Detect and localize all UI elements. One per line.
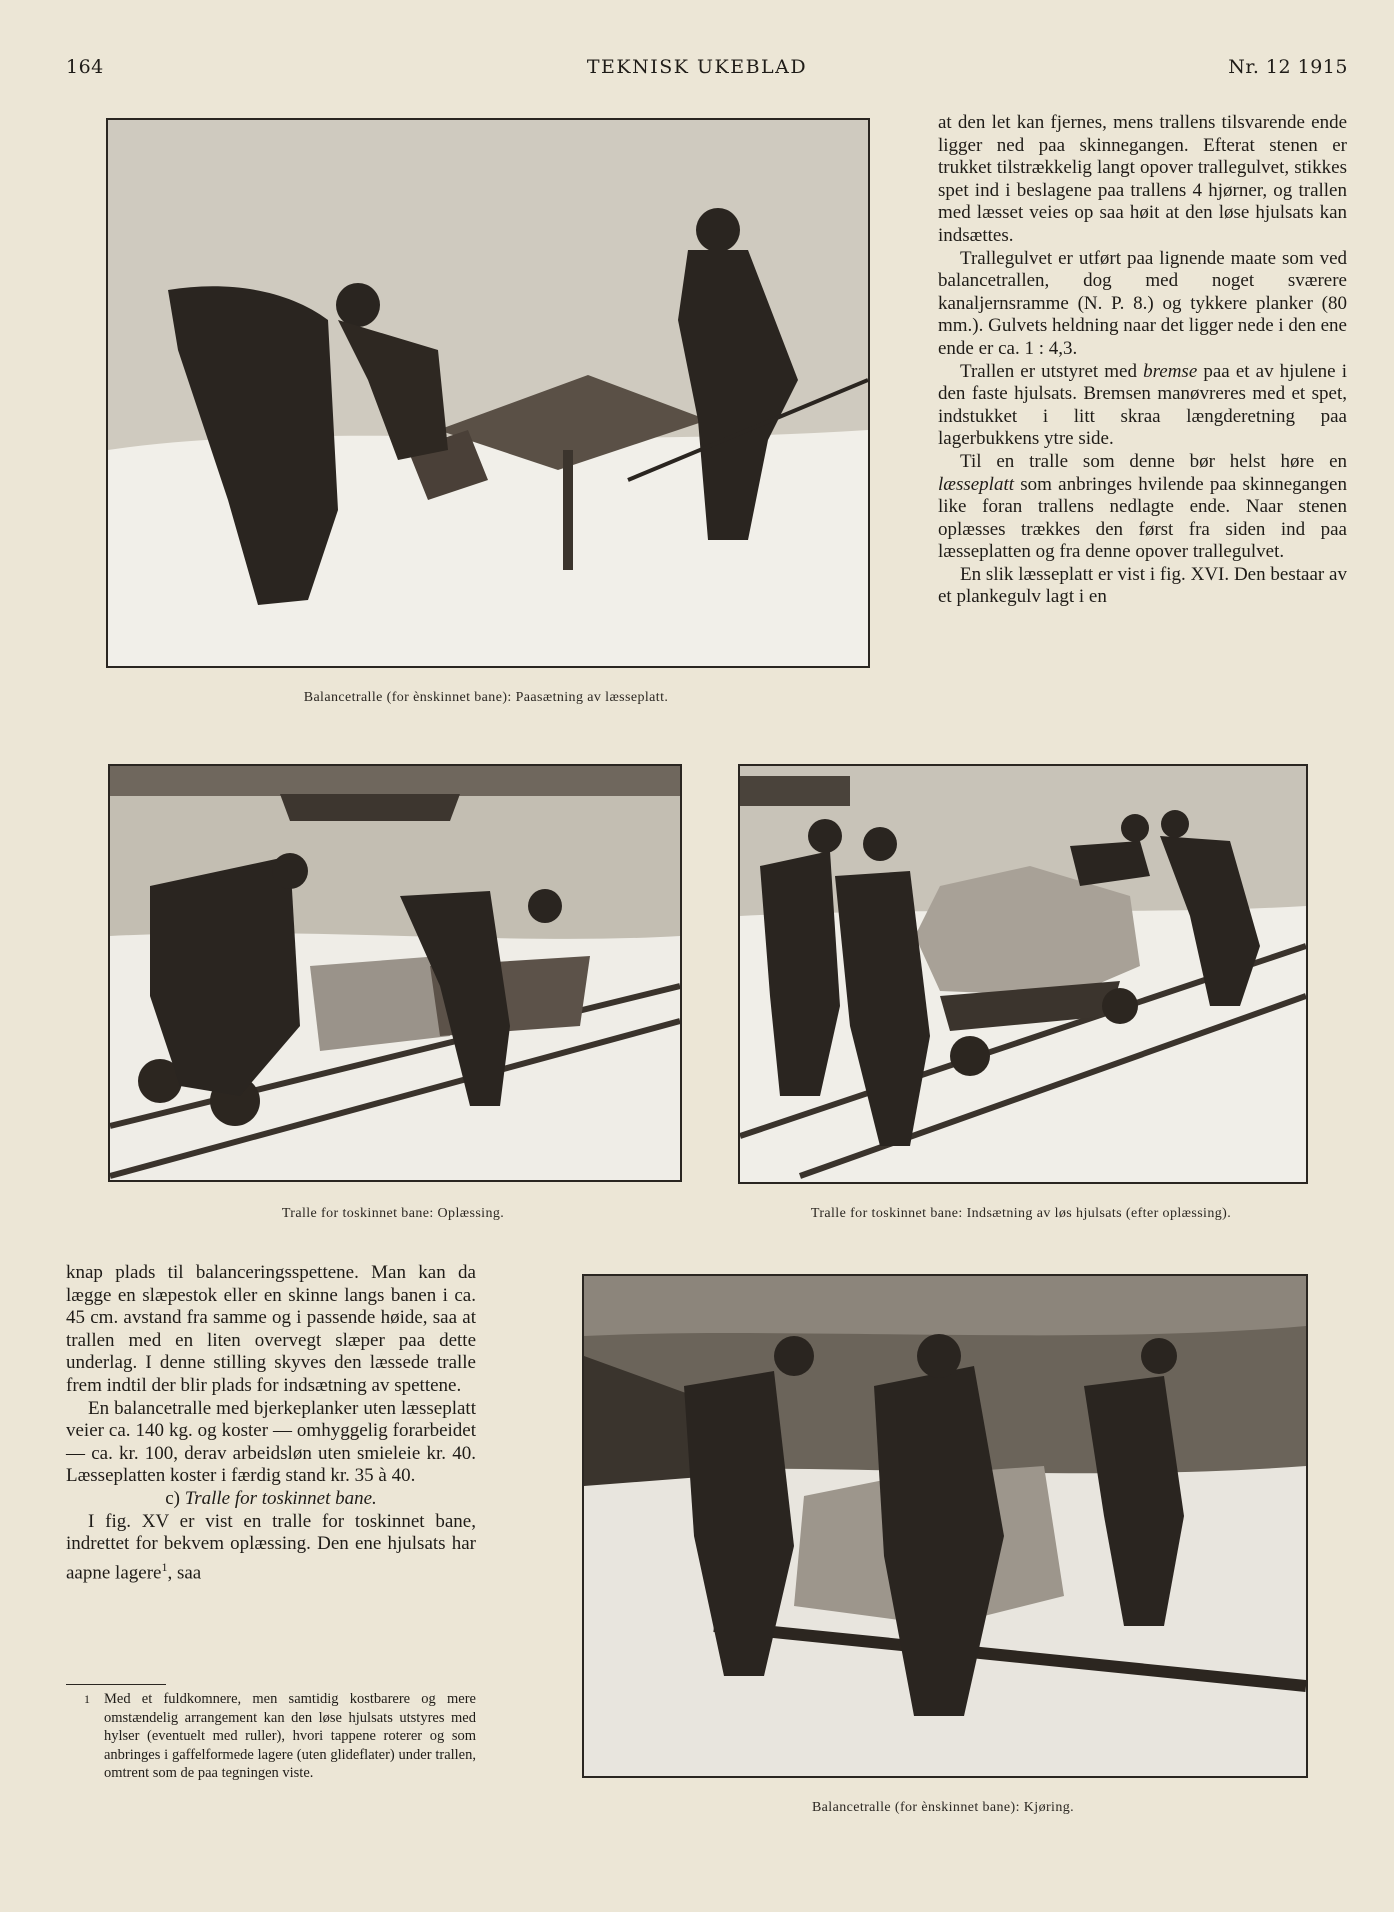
figure-caption: Balancetralle (for ènskinnet bane): Kjøring. [811,1800,1075,1815]
emphasis: læsseplatt [938,473,1015,495]
photo-balancetralle-loading-plate [106,118,870,668]
paragraph: En slik læsseplatt er vist i fig. XVI. Den bestaar av et plankegulv lagt i en [938,563,1347,608]
text-run: som anbringes hvilende paa skinnegangen like foran trallens nedlagte ende. Naar stenen oplæsses trækkes den først fra siden ind paa læsseplatten og fra denne opover trallegulvet. [938,473,1347,563]
photo-balancetralle-kjoring [582,1274,1308,1778]
figure-caption: Balancetralle (for ènskinnet bane): Paasætning av læsseplatt. [303,690,669,705]
footnote-text: Med et fuldkomnere, men samtidig kostbarere og mere omstændelig arrangement kan den løse hjulsats utstyres med hylser (eventuelt med ruller), hvori tappene roterer og som anbringes i gaffelformede lagere (uten glideflater) under trallen, omtrent som de paa tegningen viste. [104,1691,476,1781]
footnote-rule [66,1684,166,1685]
paragraph: at den let kan fjernes, mens trallens tilsvarende ende ligger ned paa skinnegangen. Efterat stenen er trukket tilstrækkelig langt opover trallegulvet, stikkes spet ind i beslagene paa trallens 4 hjørner, og trallen med læsset veies op saa høit at den løse hjulsats kan indsættes. [938,112,1347,246]
text-run: paa et av hjulene i den faste hjulsats. Bremsen manøvreres med et spet, indstukket i litt skraa længderetning paa lagerbukkens ytre side. [938,360,1347,450]
paragraph [938,451,1347,564]
section-number: c) [165,1487,185,1509]
paragraph [66,1511,476,1585]
text-run: I fig. XV er vist en tralle for toskinnet bane, indrettet for bekvem oplæssing. Den ene hjulsats har aapne lagere [66,1510,476,1584]
journal-title: TEKNISK UKEBLAD [586,56,808,78]
footnote [66,1690,476,1783]
left-column [66,1262,476,1585]
section-heading [66,1488,476,1511]
photo-tralle-hjulsats [738,764,1308,1184]
footnote-ref: 1 [161,1559,168,1574]
text-run: , saa [167,1562,202,1584]
emphasis: bremse [1143,360,1198,382]
page-number: 164 [66,56,104,78]
figure-caption: Tralle for toskinnet bane: Oplæssing. [281,1206,505,1221]
paragraph: En balancetralle med bjerkeplanker uten læsseplatt veier ca. 140 kg. og koster — omhyggelig forarbeidet — ca. kr. 100, derav arbeidsløn uten smieleie kr. 40. Læsseplatten koster i færdig stand kr. 35 à 40. [66,1397,476,1487]
figure-caption: Tralle for toskinnet bane: Indsætning av løs hjulsats (efter oplæssing). [810,1206,1232,1221]
right-column [938,112,1347,609]
paragraph [938,361,1347,451]
paragraph: knap plads til balanceringsspettene. Man kan da lægge en slæpestok eller en skinne langs banen i ca. 45 cm. avstand fra samme og i passende høide, saa at trallen med en liten overvegt slæper paa dette underlag. I denne stilling skyves den læssede tralle frem indtil der blir plads for indsætning av spettene. [66,1262,476,1396]
section-title: Tralle for toskinnet bane. [184,1487,377,1509]
text-run: Til en tralle som denne bør helst høre en [960,450,1347,472]
paragraph: Trallegulvet er utført paa lignende maate som ved balancetrallen, dog med noget sværere kanaljernsramme (N. P. 8.) og tykkere planker (80 mm.). Gulvets heldning naar det ligger nede i den ene ende er ca. 1 : 4,3. [938,247,1347,359]
footnote-number: 1 [84,1692,90,1706]
issue-label: Nr. 12 1915 [1228,56,1348,78]
text-run: Trallen er utstyret med [960,360,1144,382]
photo-tralle-oplaessing [108,764,682,1182]
